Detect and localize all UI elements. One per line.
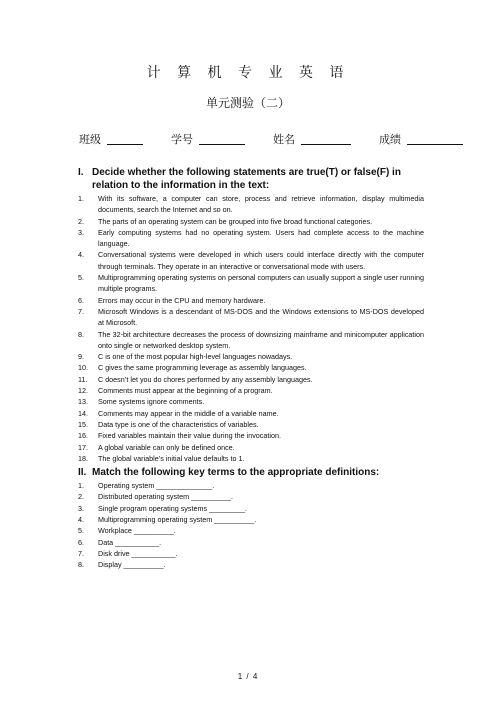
question-text: Distributed operating system __________. — [98, 492, 234, 502]
question-item — [78, 537, 424, 548]
question-item — [78, 216, 424, 227]
question-item — [78, 419, 424, 430]
question-number: 6. — [78, 295, 84, 305]
section-heading-text: Decide whether the following statements are true(T) or false(F) in relation to the information in the text: — [92, 167, 401, 191]
question-text: Comments must appear at the beginning of a program. — [98, 386, 273, 396]
question-list — [78, 480, 424, 570]
question-number: 18. — [78, 453, 88, 463]
question-number: 2. — [78, 216, 84, 226]
question-number: 12. — [78, 386, 88, 396]
question-text: The global variable’s initial value defaults to 1. — [98, 453, 245, 463]
student-id-field — [171, 131, 245, 147]
question-text: Operating system ______________. — [98, 481, 215, 491]
question-item — [78, 396, 424, 407]
question-item — [78, 385, 424, 396]
question-number: 3. — [78, 503, 84, 513]
question-number: 4. — [78, 515, 84, 525]
question-text: Multiprogramming operating system __________. — [98, 515, 257, 525]
question-text: A global variable can only be defined once. — [98, 442, 235, 452]
question-item — [78, 430, 424, 441]
question-number: 14. — [78, 408, 88, 418]
question-text: Multiprogramming operating systems on personal computers can usually support a single user running multiple programs. — [98, 273, 424, 294]
question-number: 8. — [78, 560, 84, 570]
question-item — [78, 491, 424, 502]
question-item — [78, 351, 424, 362]
question-item — [78, 329, 424, 352]
name-field — [273, 131, 351, 147]
question-item — [78, 249, 424, 272]
question-item — [78, 374, 424, 385]
question-number: 15. — [78, 419, 88, 429]
document-content — [78, 166, 424, 571]
question-item — [78, 408, 424, 419]
name-label: 姓名 — [273, 133, 295, 146]
question-text: C gives the same programming leverage as assembly languages. — [98, 363, 307, 373]
question-item — [78, 548, 424, 559]
question-number: 8. — [78, 329, 84, 339]
class-label: 班级 — [79, 133, 101, 146]
question-item — [78, 453, 424, 464]
question-number: 5. — [78, 526, 84, 536]
question-item — [78, 503, 424, 514]
question-text: Display __________. — [98, 560, 166, 570]
question-number: 11. — [78, 374, 88, 384]
question-number: 17. — [78, 442, 88, 452]
question-text: The 32-bit architecture decreases the process of downsizing mainframe and minicomputer application onto single or networked desktop system. — [98, 329, 424, 350]
question-text: Early computing systems had no operating system. Users had complete access to the machine language. — [98, 227, 424, 249]
question-number: 7. — [78, 306, 84, 316]
class-field — [79, 131, 143, 147]
question-number: 2. — [78, 492, 84, 502]
question-list — [78, 193, 424, 464]
document-title: 计 算 机 专 业 英 语 — [146, 65, 350, 81]
question-text: Microsoft Windows is a descendant of MS-DOS and the Windows extensions to MS-DOS developed at Microsoft. — [98, 306, 424, 328]
question-text: Data type is one of the characteristics of variables. — [98, 419, 259, 429]
question-number: 7. — [78, 548, 84, 558]
question-item — [78, 442, 424, 453]
question-number: 4. — [78, 250, 84, 260]
section-number: II. — [78, 467, 87, 479]
question-item — [78, 525, 424, 536]
question-text: C doesn’t let you do chores performed by any assembly languages. — [98, 374, 313, 384]
section-matching — [78, 466, 424, 570]
section-heading-text: Match the following key terms to the appropriate definitions: — [92, 467, 380, 479]
score-label: 成绩 — [379, 133, 401, 146]
question-item — [78, 193, 424, 216]
question-item — [78, 559, 424, 570]
question-item — [78, 227, 424, 250]
question-item — [78, 306, 424, 329]
question-text: Errors may occur in the CPU and memory hardware. — [98, 295, 266, 305]
section-heading — [78, 166, 424, 192]
section-true-false — [78, 166, 424, 464]
score-blank[interactable] — [407, 133, 463, 145]
section-heading — [78, 466, 424, 479]
section-number: I. — [78, 167, 84, 178]
question-number: 1. — [78, 481, 84, 491]
question-number: 6. — [78, 537, 84, 547]
question-number: 13. — [78, 397, 88, 407]
question-number: 9. — [78, 352, 84, 362]
question-text: Comments may appear in the middle of a variable name. — [98, 408, 279, 418]
question-item — [78, 514, 424, 525]
question-number: 10. — [78, 363, 88, 373]
student-id-label: 学号 — [171, 133, 193, 146]
question-text: Fixed variables maintain their value during the invocation. — [98, 431, 281, 441]
student-id-blank[interactable] — [199, 133, 245, 145]
question-text: Disk drive ___________. — [98, 548, 178, 558]
score-field — [379, 131, 463, 147]
question-item — [78, 272, 424, 295]
class-blank[interactable] — [107, 133, 143, 145]
question-item — [78, 295, 424, 306]
question-text: Data ___________. — [98, 537, 162, 547]
question-text: Single program operating systems _________. — [98, 503, 248, 513]
question-text: Conversational systems were developed in which users could interface directly with the computer through terminals. They operate in an interactive or conversational mode with users. — [98, 250, 424, 271]
question-text: Workplace __________. — [98, 526, 176, 536]
document-subtitle: 单元测验（二） — [205, 96, 290, 110]
question-item — [78, 362, 424, 373]
question-text: C is one of the most popular high-level languages nowadays. — [98, 352, 293, 362]
name-blank[interactable] — [301, 133, 351, 145]
question-item — [78, 480, 424, 491]
question-number: 16. — [78, 431, 88, 441]
question-number: 1. — [78, 194, 84, 203]
page-indicator: 1 / 4 — [237, 672, 259, 681]
question-text: With its software, a computer can store, process and retrieve information, display multimedia documents, search the Internet and so on. — [98, 194, 424, 215]
question-number: 5. — [78, 273, 84, 283]
question-text: The parts of an operating system can be grouped into five broad functional categories. — [98, 216, 373, 226]
student-info-row — [79, 131, 429, 147]
question-number: 3. — [78, 227, 84, 237]
question-text: Some systems ignore comments. — [98, 397, 205, 407]
